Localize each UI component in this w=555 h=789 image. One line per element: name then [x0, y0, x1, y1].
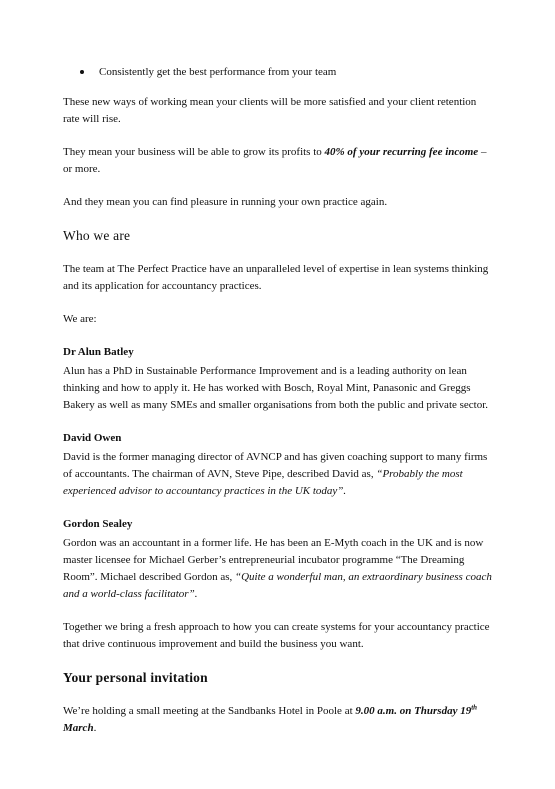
paragraph-we-are: We are: — [63, 313, 97, 325]
person-bio-alun-batley: Alun has a PhD in Sustainable Performance Improvement and is a leading authority on lean thinking and how to apply it. He has worked with Bosch, Royal Mint, Panasonic and Greggs Bakery as well as many SMEs and smaller organisations from both the public and private sector. — [63, 365, 489, 411]
person-bio-david-owen — [63, 449, 495, 500]
person-name-alun-batley: Dr Alun Batley — [63, 346, 134, 358]
invite-date-suffix: th — [471, 703, 478, 712]
profit-text-before: They mean your business will be able to grow its profits to — [63, 146, 325, 158]
gordon-bio-text: Gordon was an accountant in a former life. He has been an E-Myth coach in the UK and is now master licensee for Michael Gerber’s entrepreneurial incubator programme “The Dreaming Room”. Michael described Gordon as, — [63, 537, 484, 583]
invite-text-after: . — [93, 722, 97, 734]
profit-text-after: – or more. — [63, 146, 487, 175]
person-name-gordon-sealey: Gordon Sealey — [63, 518, 133, 530]
invite-month: March — [63, 722, 94, 734]
paragraph-together: Together we bring a fresh approach to how you can create systems for your accountancy practice that drive continuous improvement and build the business you want. — [63, 621, 490, 650]
bullet-dot-icon — [80, 70, 84, 74]
bullet-list — [63, 64, 495, 81]
invite-text-before: We’re holding a small meeting at the Sandbanks Hotel in Poole at — [63, 705, 356, 717]
paragraph-profit-growth — [63, 144, 495, 178]
paragraph-client-satisfaction: These new ways of working mean your clients will be more satisfied and your client retention rate will rise. — [63, 96, 477, 125]
gordon-quote: “Quite a wonderful man, an extraordinary business coach and a world-class facilitator”. — [63, 571, 492, 600]
heading-who-we-are: Who we are — [63, 228, 131, 243]
paragraph-invitation — [63, 703, 495, 737]
bullet-item — [63, 64, 495, 81]
bullet-item-text: Consistently get the best performance from your team — [99, 66, 337, 78]
person-name-david-owen: David Owen — [63, 432, 122, 444]
invite-time: 9.00 a.m. on Thursday 19 — [355, 705, 472, 717]
david-bio-text: David is the former managing director of AVNCP and has given coaching support to many firms of accountants. The chairman of AVN, Steve Pipe, described David as, — [63, 451, 488, 480]
person-bio-gordon-sealey — [63, 535, 495, 603]
david-quote: “Probably the most experienced advisor to accountancy practices in the UK today”. — [63, 468, 463, 497]
paragraph-pleasure: And they mean you can find pleasure in running your own practice again. — [63, 196, 388, 208]
profit-emphasis: 40% of your recurring fee income — [324, 146, 479, 158]
paragraph-who-intro: The team at The Perfect Practice have an unparalleled level of expertise in lean systems thinking and its application for accountancy practices. — [63, 263, 489, 292]
heading-personal-invitation: Your personal invitation — [63, 670, 208, 685]
